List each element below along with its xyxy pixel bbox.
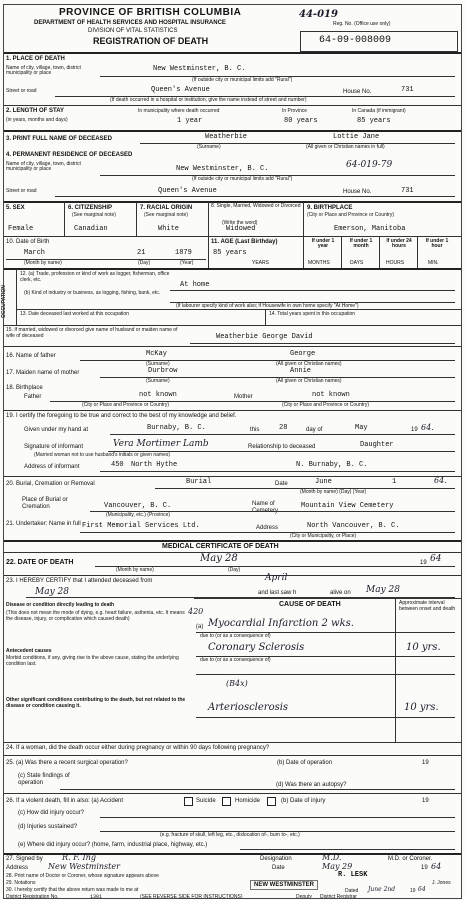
- father-given: George: [290, 350, 316, 358]
- given-hand-label: Given under my hand at: [24, 427, 89, 433]
- date-of-death-value: May 28: [200, 553, 238, 564]
- residence-city-label: Name of city, village, town, district municipality or place: [6, 161, 81, 172]
- day-of-label: day of: [306, 427, 323, 433]
- occupation-last-label: 13. Date deceased last worked at this occupation: [20, 311, 129, 317]
- q25d: (d) Was there an autopsy?: [276, 782, 347, 788]
- father-bp-hint: (City or Place and Province or Country): [82, 402, 169, 408]
- informant-year: 64.: [421, 423, 434, 432]
- homicide-checkbox[interactable]: [267, 797, 276, 806]
- registrar-place-stamp: NEW WESTMINSTER: [250, 880, 318, 890]
- cause-a-prefix: (a): [196, 624, 204, 630]
- district-reg-label: District Registration No.: [6, 894, 59, 900]
- undertaker-value: First Memorial Services Ltd.: [82, 522, 200, 530]
- undertaker-label: 21. Undertaker: Name in full: [6, 521, 81, 527]
- other-conditions-label: Other significant conditions contributing to the death, but not related to the disease or condition causing it.: [6, 697, 186, 709]
- occupation-total-label: 14. Total years spent in this occupation: [269, 311, 356, 317]
- q26b-year: 19: [422, 798, 429, 804]
- q26: 26. If a violent death, fill in also: (a) Accident: [6, 798, 124, 804]
- days-label: DAYS: [350, 260, 364, 266]
- undertaker-address: North Vancouver, B. C.: [307, 522, 400, 530]
- dob-day: 21: [137, 249, 146, 257]
- province-title: PROVINCE OF BRITISH COLUMBIA: [59, 7, 242, 18]
- burial-date-hint: (Month by name) (Day) (Year): [300, 489, 367, 495]
- q28-label: 28. Print name of Doctor or Coroner, whose signature appears above: [6, 873, 159, 879]
- marital-hint: (Write the word): [222, 220, 258, 226]
- place-city-label: Name of city, village, town, district municipality or place: [6, 65, 81, 76]
- dod-month-hint: (Month by name): [116, 567, 154, 573]
- burial-method: Burial: [186, 478, 212, 486]
- due-to-a: due to (or as a consequence of): [200, 633, 271, 639]
- spouse-label: 15. If married, widowed or divorced give name of husband or maiden name of wife of deceased: [6, 327, 178, 339]
- burial-date-month: June: [315, 478, 332, 486]
- residence-street-label: Street or road: [6, 188, 37, 194]
- sig-date-label: Date: [272, 865, 285, 871]
- stay-muni-label: In municipality where death occurred: [138, 108, 220, 114]
- alive-on: May 28: [366, 585, 400, 595]
- place-house-value: 731: [401, 86, 414, 94]
- under-1-month: If under 1 month: [349, 238, 373, 249]
- approx-interval-label: Approximate interval between onset and death: [399, 600, 456, 612]
- burial-label: 20. Burial, Cremation or Removal: [6, 481, 95, 487]
- district-registrar-label: District Registrar: [320, 894, 357, 900]
- place-house-label: House No.: [343, 89, 372, 95]
- birthplace-hint: (City or Place and Province or Country): [307, 212, 394, 218]
- cause-a: Myocardial Infarction 2 wks.: [208, 618, 354, 629]
- racial-value: White: [158, 225, 180, 233]
- signed-value: R. F. Ing: [62, 853, 96, 862]
- sig-address-value: New Westminster: [48, 862, 120, 871]
- marital-value: Widowed: [226, 225, 256, 233]
- mother-surname: Durbrow: [148, 367, 178, 375]
- residence-house-value: 731: [401, 187, 414, 195]
- registrar-signature: J. Jones: [432, 880, 451, 886]
- last-saw-label: and last saw h: [258, 590, 297, 596]
- spouse-value: Weatherbie George David: [216, 333, 313, 341]
- residence-hint: (If outside city or municipal limits add "Rural"): [192, 176, 293, 182]
- informant-address-label: Address of informant: [24, 464, 80, 470]
- suicide-checkbox[interactable]: [222, 797, 231, 806]
- occupation-hint: (If labourer specify kind of work also; if Housewife in own home specify "At Home"): [176, 303, 359, 309]
- stay-units: (in years, months and days): [6, 117, 68, 123]
- mother-label: 17. Maiden name of mother: [6, 370, 80, 376]
- signed-label: 27. Signed by: [6, 856, 43, 862]
- age-value: 85 years: [213, 249, 247, 257]
- racial-label: 7. RACIAL ORIGIN: [140, 205, 193, 211]
- racial-hint: (See marginal note): [144, 212, 188, 218]
- homicide-label: Homicide: [235, 798, 261, 804]
- under-1-year: If under 1 year: [311, 238, 335, 249]
- cause-b-interval: 10 yrs.: [406, 642, 441, 653]
- stay-label: 2. LENGTH OF STAY: [6, 108, 65, 114]
- margin-code-1: 420: [188, 607, 204, 616]
- relationship-value: Daughter: [360, 441, 394, 449]
- father-surname-label: (Surname): [146, 361, 170, 367]
- citizenship-label: 6. CITIZENSHIP: [68, 205, 113, 211]
- father-word: Father: [24, 394, 42, 400]
- informant-certify: 19. I certify the foregoing to be true and correct to the best of my knowledge and belief.: [6, 413, 237, 419]
- q25a: 25. (a) Was there a recent surgical operation?: [6, 760, 128, 766]
- occupation-a-label: 12. (a) Trade, profession or kind of work as logger, fisherman, office clerk, etc.: [20, 271, 170, 283]
- residence-label: 4. PERMANENT RESIDENCE OF DECEASED: [6, 152, 133, 158]
- q26e: (e) Where did injury occur? (home, farm, industrial place, highway, etc.): [18, 842, 208, 848]
- stay-prov-label: In Province: [282, 108, 308, 114]
- informant-address-city: N. Burnaby, B. C.: [296, 461, 368, 469]
- mother-given-label: (All given or Christian names): [276, 378, 342, 384]
- registrar-year-label: 19: [410, 888, 416, 894]
- accident-checkbox[interactable]: [184, 797, 193, 806]
- sex-value: Female: [8, 225, 34, 233]
- medical-title: MEDICAL CERTIFICATE OF DEATH: [162, 543, 279, 550]
- designation-label: Designation: [260, 856, 292, 862]
- age-years-label: YEARS: [252, 260, 269, 266]
- q26c: (c) How did injury occur?: [18, 810, 85, 816]
- registrar-date: June 2nd: [368, 886, 396, 893]
- given-at-value: Burnaby, B. C.: [147, 424, 206, 432]
- informant-month: May: [355, 424, 368, 432]
- sig-address-label: Address: [6, 865, 29, 871]
- citizenship-value: Canadian: [74, 225, 108, 233]
- informant-sig-hint: (Married woman not to use husband's initials or given names): [34, 452, 171, 458]
- stay-muni-value: 1 year: [177, 117, 203, 125]
- occupation-a-value: At home: [180, 281, 210, 289]
- handwritten-ref2: 64-019-79: [346, 160, 393, 170]
- burial-date-day: 1: [392, 478, 397, 486]
- cause-b: Coronary Sclerosis: [208, 642, 305, 653]
- burial-date-label: Date: [275, 481, 288, 487]
- burial-place-label: Place of Burial or Cremation: [22, 497, 68, 510]
- months-label: MONTHS: [308, 260, 330, 266]
- sig-year-label: 19: [421, 865, 428, 871]
- q26b: (b) Date of injury: [281, 798, 326, 804]
- burial-place-value: Vancouver, B. C.: [104, 502, 172, 510]
- registrar-year: 64: [418, 886, 426, 893]
- place-city-value: New Westminster, B. C.: [153, 65, 246, 73]
- cause-c: Arteriosclerosis: [208, 702, 289, 713]
- place-street-value: Queen's Avenue: [151, 86, 210, 94]
- father-label: 16. Name of father: [6, 353, 56, 359]
- attended-from: April: [265, 573, 288, 583]
- deceased-label: 3. PRINT FULL NAME OF DECEASED: [6, 136, 112, 142]
- form-title: REGISTRATION OF DEATH: [93, 36, 209, 46]
- cemetery-value: Mountain View Cemetery: [301, 502, 394, 510]
- dob-year: 1879: [175, 249, 192, 257]
- mother-surname-label: (Surname): [146, 378, 170, 384]
- stay-prov-value: 80 years: [284, 117, 318, 125]
- informant-signature: Vera Mortimer Lamb: [113, 439, 209, 449]
- alive-label: alive on: [330, 590, 351, 596]
- mother-word: Mother: [234, 394, 253, 400]
- q25b: (b) Date of operation: [277, 760, 333, 766]
- dob-label: 10. Date of Birth: [6, 239, 50, 245]
- residence-street-value: Queen's Avenue: [158, 187, 217, 195]
- date-of-death-label: 22. DATE OF DEATH: [6, 559, 74, 566]
- birthplace-parents-label: 18. Birthplace: [6, 385, 43, 391]
- department-title: DEPARTMENT OF HEALTH SERVICES AND HOSPITAL INSURANCE: [34, 20, 226, 26]
- informant-day: 28: [279, 424, 288, 432]
- registrar-dated-label: Dated: [345, 888, 359, 894]
- dob-month: March: [24, 249, 46, 257]
- place-city-hint: (If outside city or municipal limits add "Rural"): [192, 77, 293, 83]
- dob-day-label: (Day): [138, 260, 151, 266]
- residence-city-value: New Westminster, B. C.: [176, 165, 269, 173]
- disease-label: Disease or condition directly leading to death: [6, 602, 115, 608]
- deputy-label: Deputy: [296, 894, 312, 900]
- district-reg-value: 1301: [90, 894, 103, 900]
- undertaker-address-label: Address: [256, 525, 279, 531]
- due-to-b: due to (or as a consequence of): [200, 657, 271, 663]
- cemetery-label: Name of Cemetery: [252, 501, 279, 514]
- under-24-hours: If under 24 hours: [386, 238, 412, 249]
- father-birthplace: not known: [139, 391, 177, 399]
- burial-date-year: 64.: [434, 476, 447, 485]
- antecedent-label: Antecedent causes: [6, 648, 52, 654]
- stay-canada-value: 85 years: [357, 117, 391, 125]
- stay-canada-label: In Canada (if immigrant): [352, 108, 406, 114]
- q25b-year: 19: [422, 760, 429, 766]
- disease-note: (This does not mean the mode of dying, e.g. heart failure, asthenia, etc. It means the disease, injury, or complication which caused death): [6, 610, 185, 622]
- print-name-value: R. LESK: [338, 871, 368, 879]
- q24: 24. If a woman, did the death occur either during pregnancy or within 90 days following pregnancy?: [6, 745, 270, 751]
- dod-day-hint: (Day): [228, 567, 241, 573]
- marital-label: 8. Single, Married, Widowed or Divorced: [211, 203, 301, 209]
- age-label: 11. AGE (Last Birthday): [211, 239, 278, 245]
- hours-label: HOURS: [386, 260, 405, 266]
- margin-code-2: (B4x): [226, 679, 248, 688]
- dob-year-label: (Year): [180, 260, 194, 266]
- birthplace-label: 9. BIRTHPLACE: [307, 205, 353, 211]
- deceased-given: Lottie Jane: [333, 133, 380, 141]
- informant-year-label: 19: [411, 427, 418, 433]
- informant-address-no: 450: [111, 461, 124, 469]
- sig-year-value: 64: [431, 862, 442, 871]
- citizenship-hint: (See marginal note): [72, 212, 116, 218]
- attended-label: 23. I HEREBY CERTIFY that I attended deceased from: [6, 578, 153, 584]
- under-1-hour: If under 1 hour: [425, 238, 449, 249]
- birthplace-value: Emerson, Manitoba: [334, 225, 406, 233]
- informant-sig-label: Signature of informant: [24, 444, 84, 450]
- cause-header: CAUSE OF DEATH: [279, 601, 341, 608]
- place-of-death-label: 1. PLACE OF DEATH: [6, 56, 65, 62]
- sex-label: 5. SEX: [6, 205, 25, 211]
- deceased-surname-label: (Surname): [197, 144, 221, 150]
- father-surname: McKay: [146, 350, 168, 358]
- occupation-side-label: OCCUPATION: [1, 285, 7, 318]
- relationship-label: Relationship to deceased: [248, 444, 316, 450]
- q26d: (d) Injuries sustained?: [18, 824, 78, 830]
- q26d-hint: (e.g. fracture of skull, left leg, etc., dislocation of-, burn to-, etc.): [160, 832, 300, 838]
- deceased-given-label: (All given or Christian names in full): [306, 144, 385, 150]
- occupation-b-label: (b) Kind of industry or business, as logging, fishing, bank, etc.: [24, 290, 161, 296]
- reg-no-value: 64-09-008009: [319, 35, 392, 46]
- sig-date-value: May 29: [322, 862, 353, 871]
- place-street-label: Street or road: [6, 88, 37, 94]
- q29-label: 29. Notations: [6, 880, 36, 886]
- date-of-death-year: 64: [430, 554, 442, 564]
- this-label: this: [250, 427, 260, 433]
- attended-to: May 28: [35, 587, 69, 597]
- antecedent-note: Morbid conditions, if any, giving rise to the above cause, stating the underlying condition last.: [6, 655, 179, 667]
- informant-address: North Hythe: [131, 461, 178, 469]
- md-coroner-label: M.D. or Coroner.: [388, 856, 433, 862]
- place-inst-hint: (If death occurred in a hospital or institution, give the name instead of street and number): [110, 97, 307, 103]
- handwritten-ref: 44-019: [299, 9, 338, 20]
- division-title: DIVISION OF VITAL STATISTICS: [88, 28, 178, 34]
- designation-value: M.D.: [322, 853, 342, 862]
- deceased-surname: Weatherbie: [205, 133, 248, 141]
- min-label: MIN.: [428, 260, 439, 266]
- instructions-footer: (SEE REVERSE SIDE FOR INSTRUCTIONS): [140, 894, 243, 900]
- suicide-label: Suicide: [196, 798, 216, 804]
- date-of-death-year-label: 19: [420, 560, 427, 566]
- reg-no-label: Reg. No. (Office use only): [333, 21, 391, 27]
- registrar-certify: 30. I hereby certify that the above return was made to me at: [6, 887, 139, 893]
- mother-bp-hint: (City or Place and Province or Country): [282, 402, 369, 408]
- mother-given: Annie: [290, 367, 312, 375]
- residence-house-label: House No.: [343, 189, 372, 195]
- mother-birthplace: not known: [312, 391, 350, 399]
- cause-c-interval: 10 yrs.: [404, 702, 439, 713]
- father-given-label: (All given or Christian names): [276, 361, 342, 367]
- dob-month-label: (Month by name): [24, 260, 62, 266]
- burial-place-hint: (Municipality, etc.) (Province): [106, 512, 171, 518]
- undertaker-hint: (City or Municipality, or Place): [290, 533, 357, 539]
- q25c: (c) State findings of operation: [18, 773, 70, 786]
